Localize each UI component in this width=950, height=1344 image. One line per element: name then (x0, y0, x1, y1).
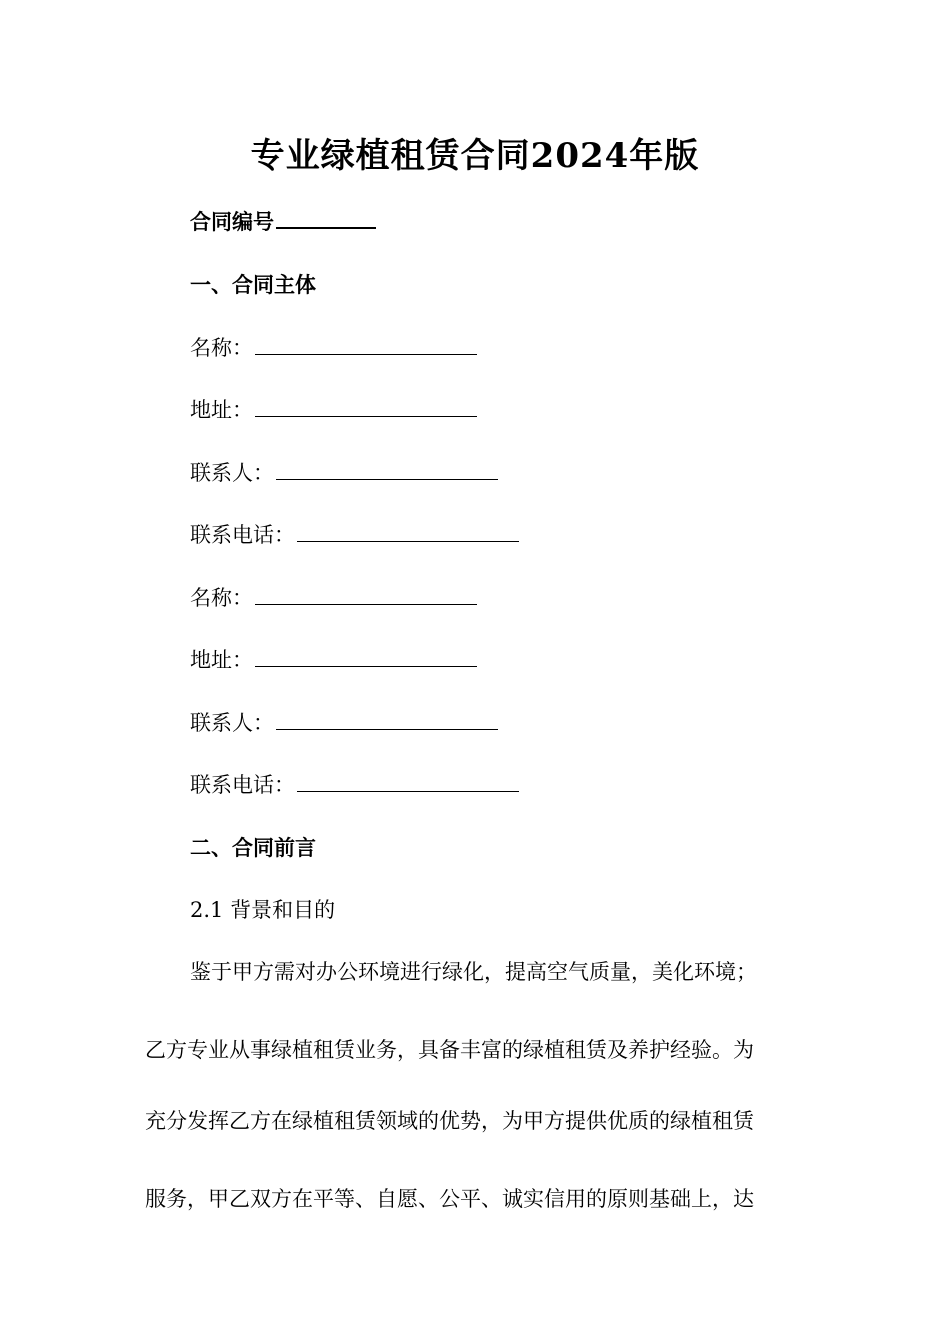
party-a-address-line (190, 394, 477, 424)
party-a-address-blank[interactable] (255, 398, 477, 417)
contract-number-line (190, 206, 376, 236)
section-1-heading: 一、合同主体 (190, 272, 316, 297)
party-a-contact-label: 联系人： (190, 461, 274, 485)
party-b-phone-label: 联系电话： (190, 773, 295, 797)
party-b-address-label: 地址： (190, 648, 253, 672)
party-b-phone-line (190, 769, 519, 799)
party-a-name-label: 名称： (190, 336, 253, 360)
party-b-name-label: 名称： (190, 586, 253, 610)
party-a-contact-line (190, 457, 498, 487)
party-b-phone-blank[interactable] (297, 773, 519, 792)
party-a-phone-line (190, 519, 519, 549)
contract-number-blank[interactable] (276, 209, 376, 229)
document-title: 专业绿植租赁合同2024年版 (250, 136, 700, 176)
party-b-address-blank[interactable] (255, 648, 477, 667)
party-b-contact-blank[interactable] (276, 711, 498, 730)
party-a-name-blank[interactable] (255, 336, 477, 355)
subsection-2-1-heading: 2.1 背景和目的 (190, 898, 336, 922)
party-a-name-line (190, 332, 477, 362)
party-b-address-line (190, 644, 477, 674)
party-b-name-blank[interactable] (255, 586, 477, 605)
paragraph-line: 乙方专业从事绿植租赁业务，具备丰富的绿植租赁及养护经验。为 (145, 1038, 754, 1062)
party-b-name-line (190, 582, 477, 612)
paragraph-line: 充分发挥乙方在绿植租赁领域的优势，为甲方提供优质的绿植租赁 (145, 1109, 754, 1133)
paragraph-line: 鉴于甲方需对办公环境进行绿化，提高空气质量，美化环境； (190, 960, 757, 984)
party-b-contact-label: 联系人： (190, 711, 274, 735)
party-b-contact-line (190, 707, 498, 737)
contract-number-label: 合同编号 (190, 209, 274, 234)
section-2-heading: 二、合同前言 (190, 835, 316, 860)
party-a-address-label: 地址： (190, 398, 253, 422)
party-a-phone-label: 联系电话： (190, 523, 295, 547)
paragraph-line: 服务，甲乙双方在平等、自愿、公平、诚实信用的原则基础上，达 (145, 1187, 754, 1211)
party-a-phone-blank[interactable] (297, 523, 519, 542)
party-a-contact-blank[interactable] (276, 461, 498, 480)
